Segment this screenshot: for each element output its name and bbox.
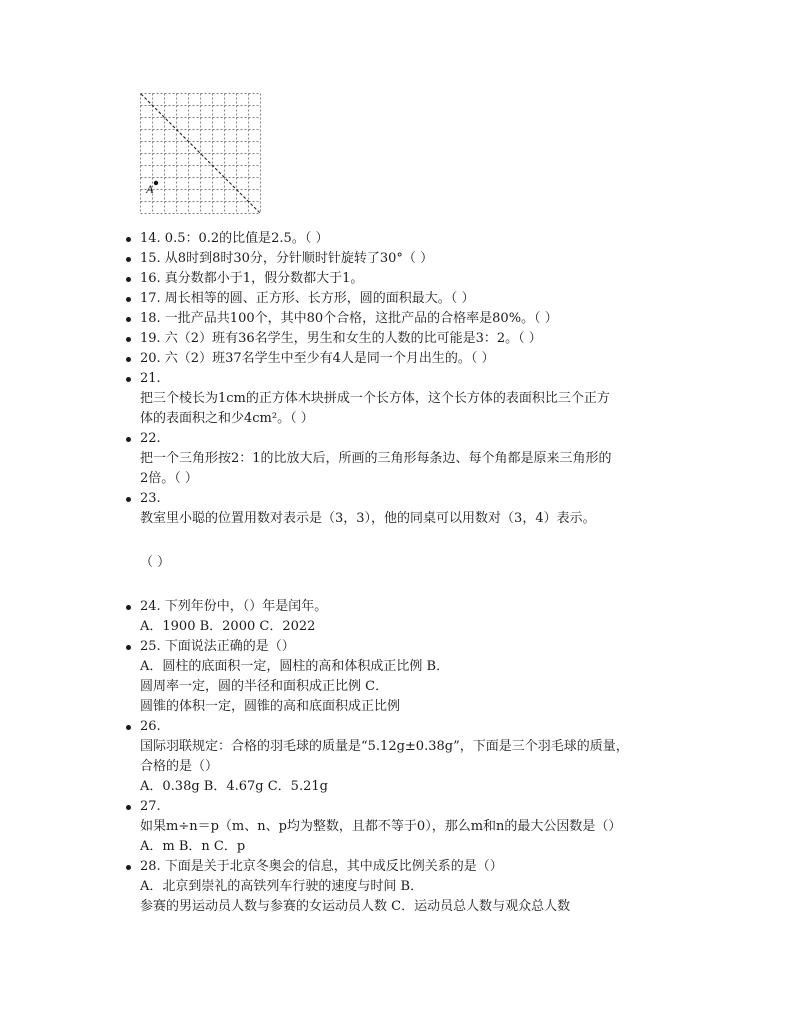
question-27: 27. 如果m÷n＝p（m、n、p均为整数，且都不等于0），那么m和n的最大公因数是（） A．m B．n C．p (126, 797, 726, 857)
question-24: 24. 下列年份中，（）年是闰年。 A．1900 B．2000 C．2022 (126, 597, 726, 637)
question-25: 25. 下面说法正确的是（） A．圆柱的底面积一定，圆柱的高和体积成正比例 B． 圆周率一定，圆的半径和面积成正比例 C． 圆锥的体积一定，圆锥的高和底面积成正比例 (126, 637, 726, 717)
point-a (154, 181, 158, 185)
grid-figure (140, 93, 261, 214)
point-a-label: A (146, 182, 154, 196)
question-26: 26. 国际羽联规定：合格的羽毛球的质量是“5.12g±0.38g”，下面是三个羽毛球的质量， 合格的是（） A．0.38g B．4.67g C．5.21g (126, 717, 726, 797)
question-21: 21. 把三个棱长为1cm的正方体木块拼成一个长方体，这个长方体的表面积比三个正方 体的表面积之和少4cm²。（ ） (126, 369, 726, 429)
question-19: 19. 六（2）班有36名学生，男生和女生的人数的比可能是3：2。（ ） (126, 329, 726, 349)
question-14: 14. 0.5：0.2的比值是2.5。（ ） (126, 229, 726, 249)
spacer (140, 573, 726, 597)
spacer (140, 529, 726, 553)
dashed-grid (140, 93, 261, 214)
question-17: 17. 周长相等的圆、正方形、长方形，圆的面积最大。（ ） (126, 289, 726, 309)
question-18: 18. 一批产品共100个，其中80个合格，这批产品的合格率是80%。（ ） (126, 309, 726, 329)
question-15: 15. 从8时到8时30分，分针顺时针旋转了30°（ ） (126, 249, 726, 269)
question-20: 20. 六（2）班37名学生中至少有4人是同一个月出生的。（ ） (126, 349, 726, 369)
question-22: 22. 把一个三角形按2：1的比放大后，所画的三角形每条边、每个角都是原来三角形的 2倍。（ ） (126, 429, 726, 489)
question-16: 16. 真分数都小于1，假分数都大于1。 (126, 269, 726, 289)
question-28: 28. 下面是关于北京冬奥会的信息，其中成反比例关系的是（） A．北京到崇礼的高铁列车行驶的速度与时间 B． 参赛的男运动员人数与参赛的女运动员人数 C．运动员总人数与观众总人数 (126, 857, 726, 917)
question-list (126, 229, 726, 917)
question-23: 23. 教室里小聪的位置用数对表示是（3，3），他的同桌可以用数对（3，4）表示。 （ ） (126, 489, 726, 597)
